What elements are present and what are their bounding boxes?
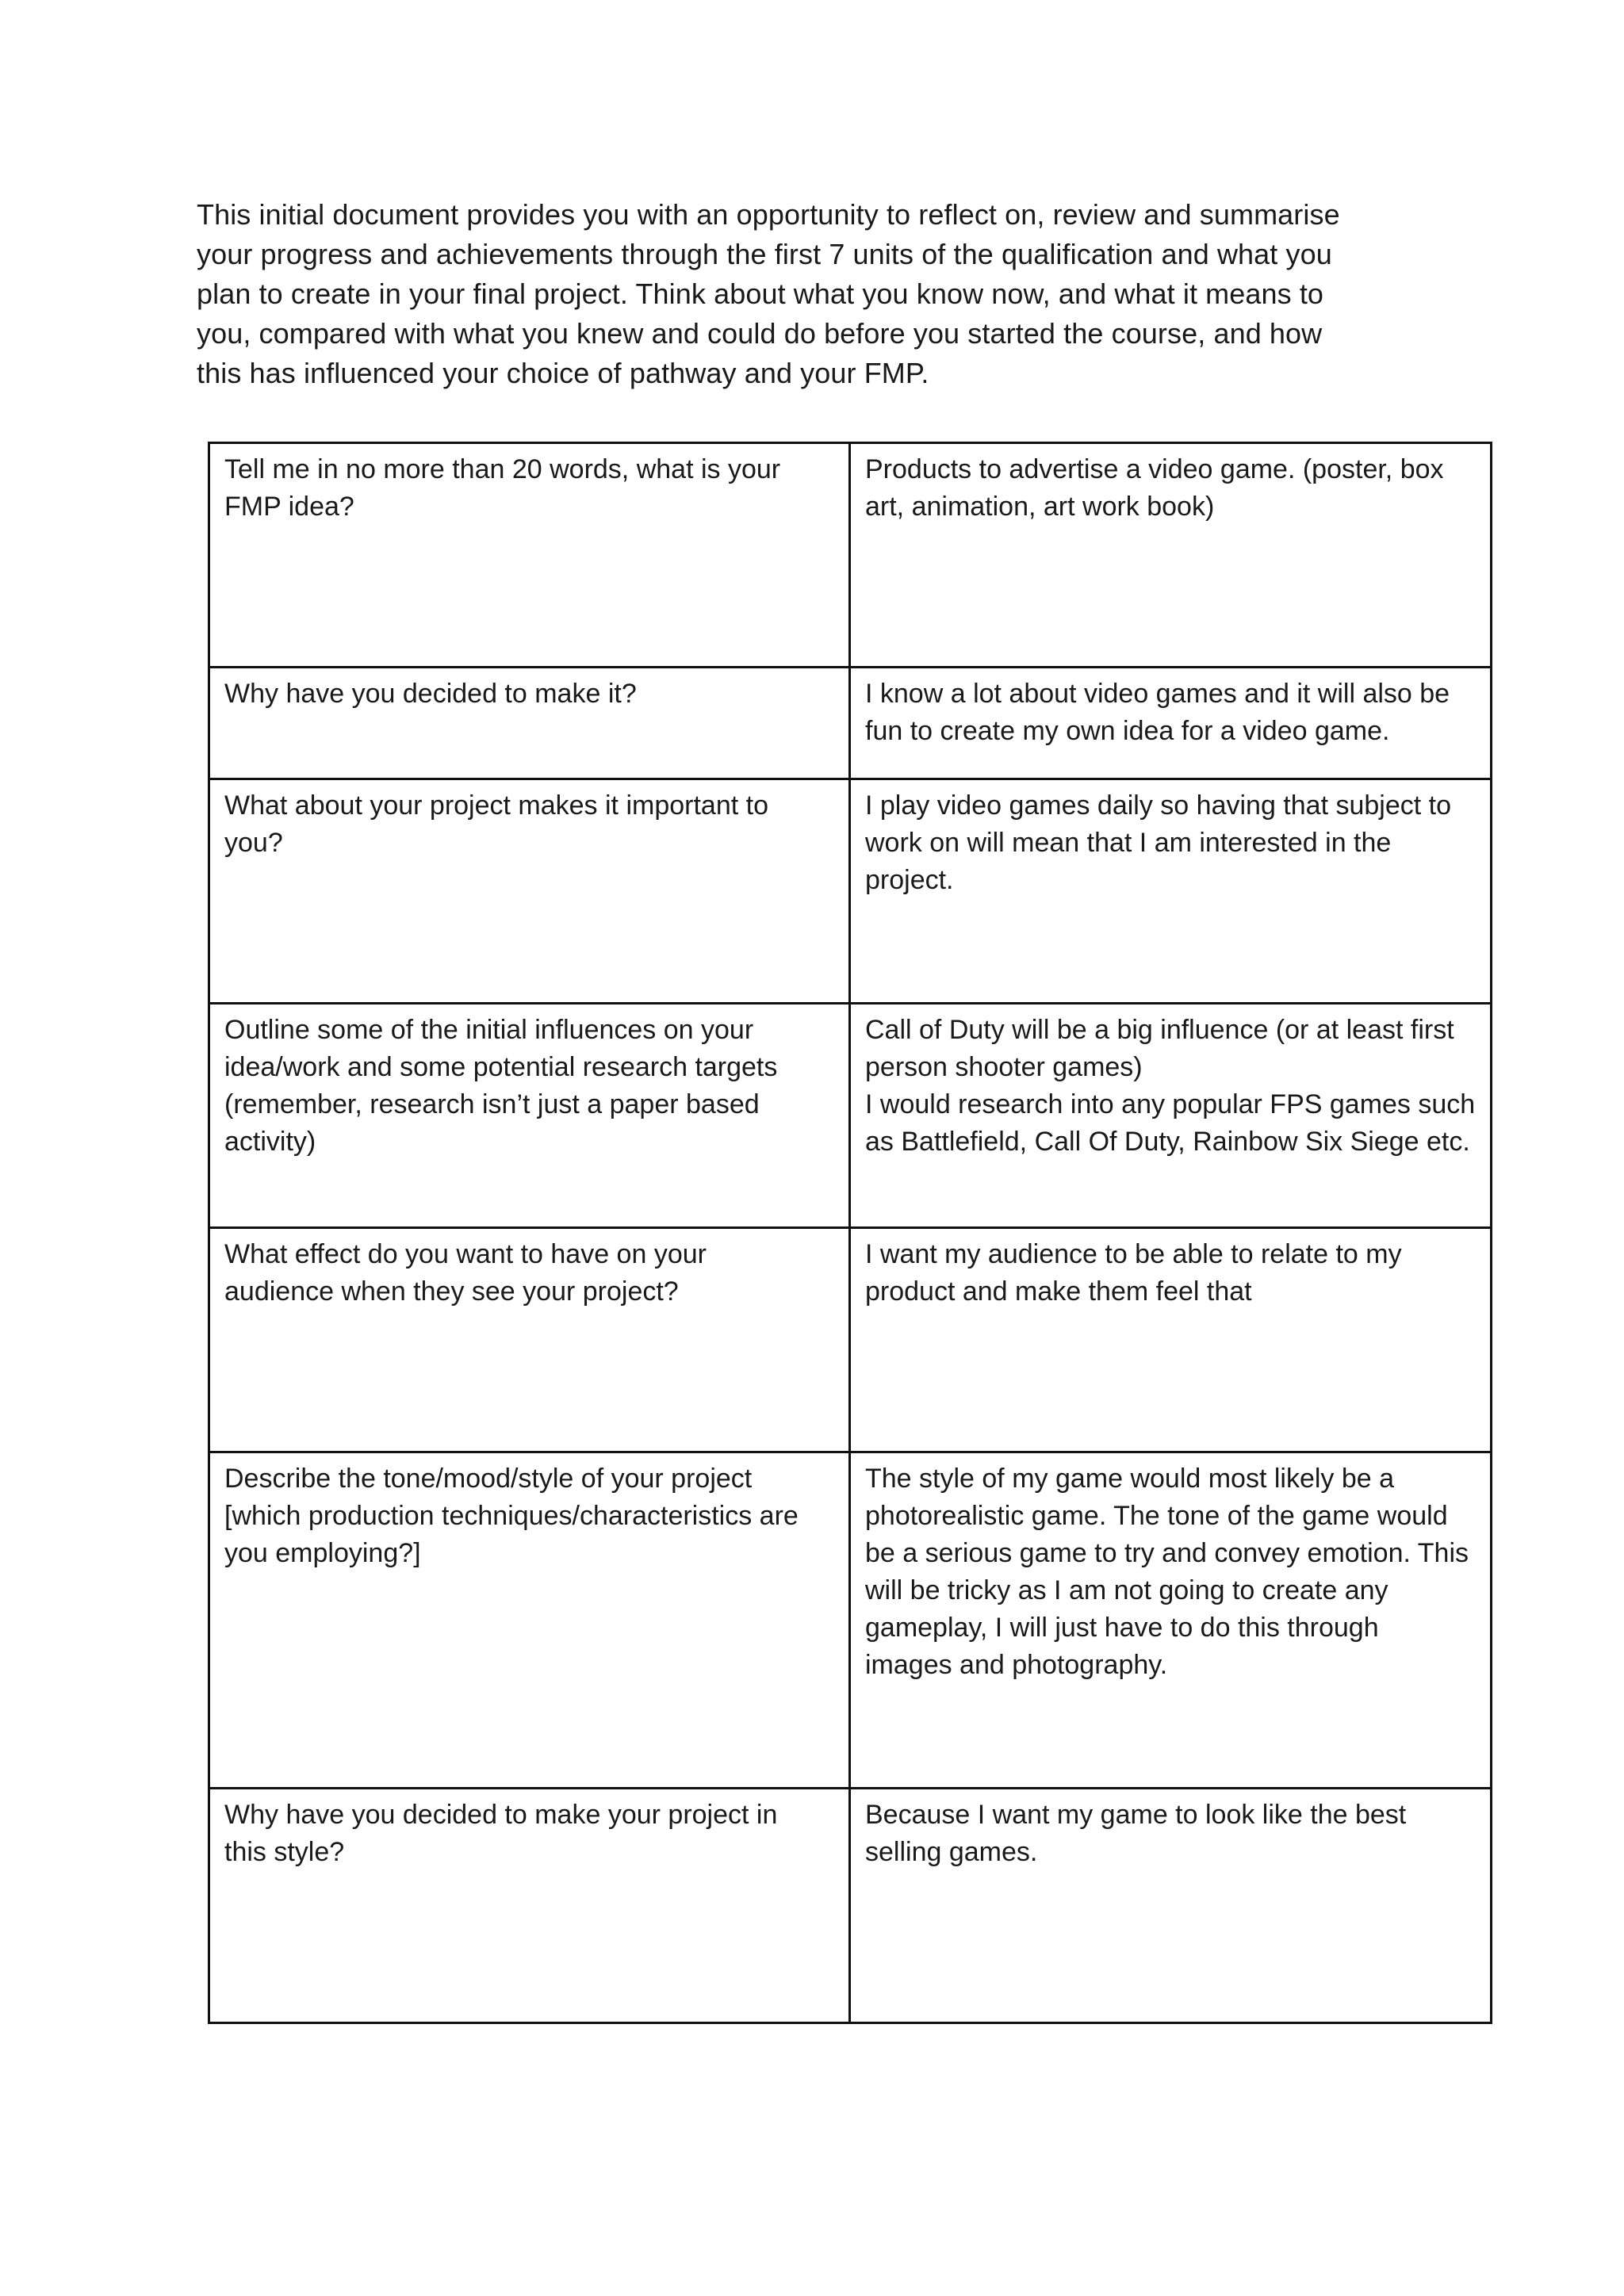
answer-cell: Products to advertise a video game. (poster, box art, animation, art work book) <box>850 443 1492 668</box>
question-cell: What about your project makes it important to you? <box>209 779 850 1004</box>
table-row <box>209 1452 1492 1789</box>
question-cell: Tell me in no more than 20 words, what is your FMP idea? <box>209 443 850 668</box>
table-row <box>209 779 1492 1004</box>
table-row <box>209 668 1492 779</box>
question-cell: Describe the tone/mood/style of your project [which production techniques/characteristics are you employing?] <box>209 1452 850 1789</box>
table-row <box>209 1228 1492 1452</box>
answer-cell: Because I want my game to look like the best selling games. <box>850 1789 1492 2023</box>
answer-cell: I know a lot about video games and it will also be fun to create my own idea for a video game. <box>850 668 1492 779</box>
answer-cell: I want my audience to be able to relate to my product and make them feel that <box>850 1228 1492 1452</box>
question-cell: Why have you decided to make your project in this style? <box>209 1789 850 2023</box>
table-row <box>209 443 1492 668</box>
answer-cell: Call of Duty will be a big influence (or at least first person shooter games) I would research into any popular FPS games such as Battlefield, Call Of Duty, Rainbow Six Siege etc. <box>850 1004 1492 1228</box>
question-cell: Outline some of the initial influences on your idea/work and some potential research targets (remember, research isn’t just a paper based activity) <box>209 1004 850 1228</box>
review-table <box>208 442 1492 2024</box>
answer-cell: The style of my game would most likely be a photorealistic game. The tone of the game would be a serious game to try and convey emotion. This will be tricky as I am not going to create any gameplay, I will just have to do this through images and photography. <box>850 1452 1492 1789</box>
table-row <box>209 1789 1492 2023</box>
question-cell: What effect do you want to have on your audience when they see your project? <box>209 1228 850 1452</box>
answer-cell: I play video games daily so having that subject to work on will mean that I am interested in the project. <box>850 779 1492 1004</box>
intro-paragraph: This initial document provides you with an opportunity to reflect on, review and summarise your progress and achievements through the first 7 units of the qualification and what you plan to create in your final project. Think about what you know now, and what it means to you, compared with what you knew and could do before you started the course, and how this has influenced your choice of pathway and your FMP. <box>197 198 1340 389</box>
table-row <box>209 1004 1492 1228</box>
question-cell: Why have you decided to make it? <box>209 668 850 779</box>
